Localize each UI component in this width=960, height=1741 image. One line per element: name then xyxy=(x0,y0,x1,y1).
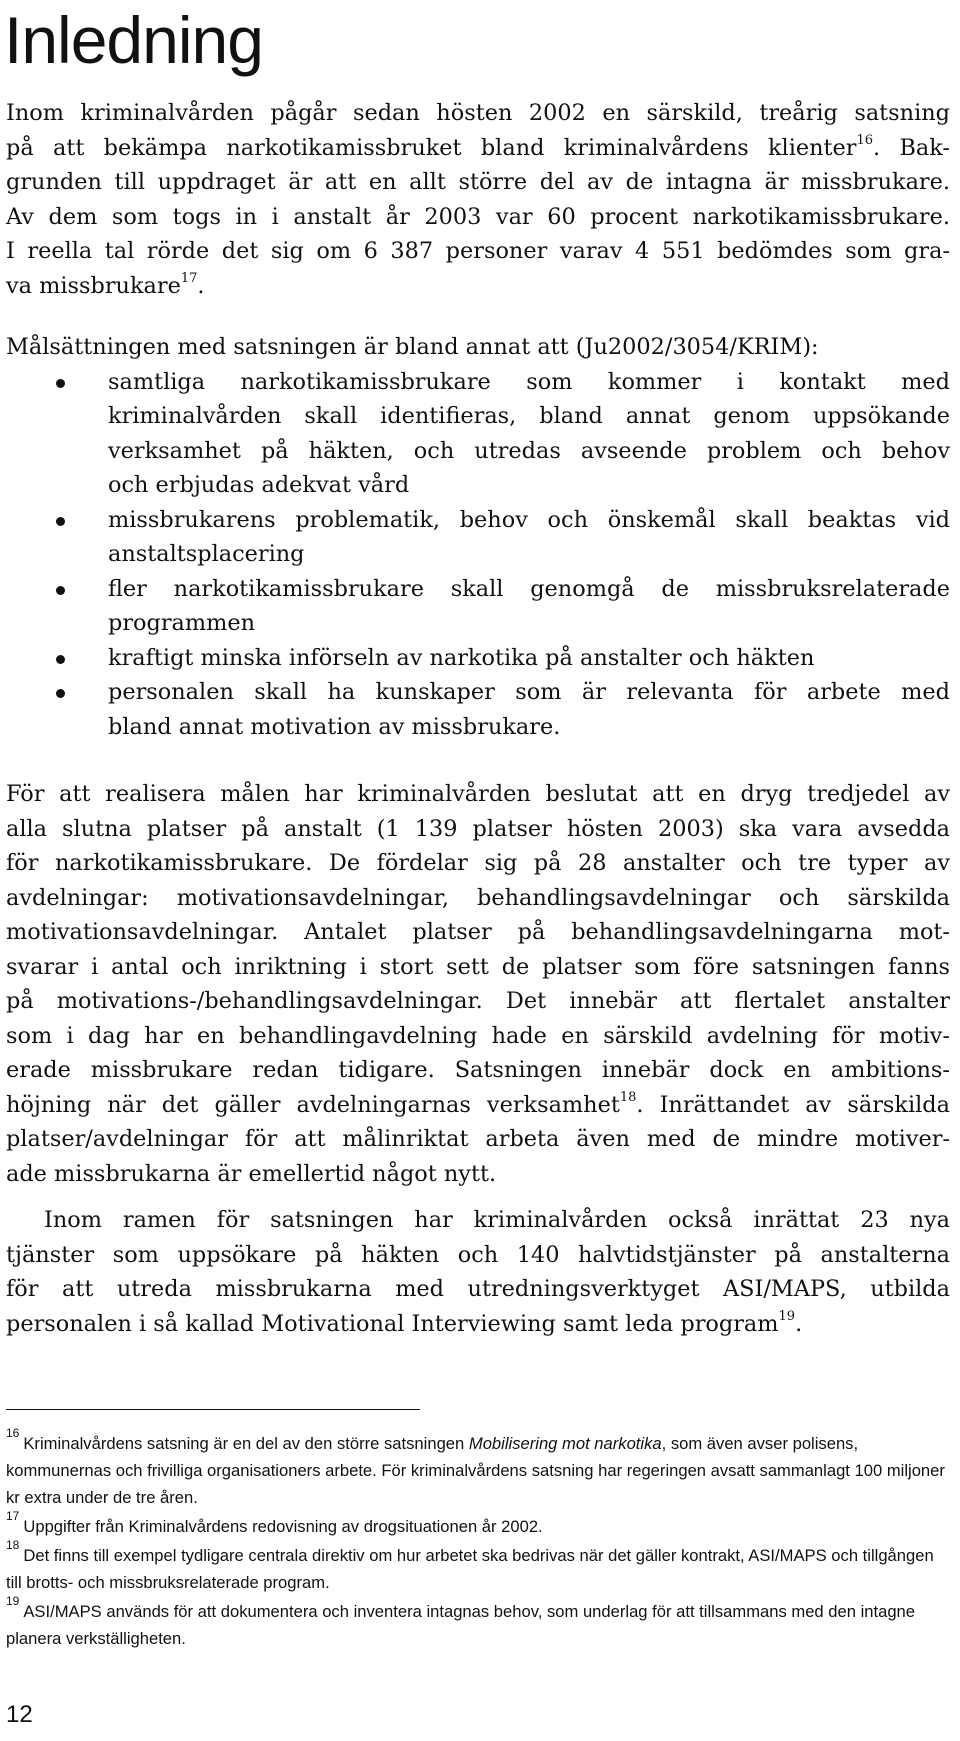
text-fragment: personalen i så kallad Motivational Interviewing samt leda program xyxy=(6,1310,779,1337)
footnote-italic-text: Mobilisering mot narkotika xyxy=(468,1434,662,1453)
text-fragment: på att bekämpa narkotikamissbruket bland kriminalvårdens klienter xyxy=(6,134,857,161)
bullet-icon xyxy=(56,586,65,595)
bullet-icon xyxy=(56,517,65,526)
text-line: avdelningar: motivationsavdelningar, behandlingsavdelningar och särskilda xyxy=(6,884,950,911)
text-line: alla slutna platser på anstalt (1 139 platser hösten 2003) ska vara avsedda xyxy=(6,815,950,842)
footnote-text: Det finns till exempel tydligare centrala direktiv om hur arbetet ska bedrivas när det gäller kontrakt, ASI/MAPS och tillgången till brotts- och missbruksrelaterade program. xyxy=(6,1546,934,1592)
footnotes xyxy=(6,1426,950,1654)
footnote-number: 19 xyxy=(6,1594,20,1609)
text-line: och erbjudas adekvat vård xyxy=(108,472,410,498)
list-item xyxy=(6,572,950,641)
list-item xyxy=(6,365,950,503)
goals-list xyxy=(6,365,950,745)
measures-paragraph xyxy=(6,777,950,1191)
goals-section xyxy=(6,330,950,744)
footnote-ref: 17 xyxy=(180,271,198,287)
footnote-number: 18 xyxy=(6,1538,20,1553)
footnote-17 xyxy=(6,1509,950,1540)
text-line: programmen xyxy=(108,610,256,636)
intro-paragraph xyxy=(6,96,950,303)
text-line: motivationsavdelningar. Antalet platser på behandlingsavdelningarna mot- xyxy=(6,919,950,945)
text-line: Inom ramen för satsningen har kriminalvården också inrättat 23 nya xyxy=(44,1207,950,1233)
text-line: kraftigt minska införseln av narkotika på anstalter och häkten xyxy=(108,644,815,671)
footnote-ref: 16 xyxy=(856,133,874,149)
text-line: för narkotikamissbrukare. De fördelar sig på 28 anstalter och tre typer av xyxy=(6,850,950,876)
text-line xyxy=(6,1088,950,1123)
text-line: anstaltsplacering xyxy=(108,541,305,567)
list-item xyxy=(6,675,950,744)
footnote-text: ASI/MAPS används för att dokumentera och inventera intagnas behov, som underlag för att tillsammans med den intagne planera verkställigheten. xyxy=(6,1602,916,1648)
text-line: bland annat motivation av missbrukare. xyxy=(108,713,561,740)
bullet-icon xyxy=(56,379,65,388)
footnote-ref: 19 xyxy=(778,1309,796,1325)
footnote-19 xyxy=(6,1594,950,1652)
text-line: som i dag har en behandlingavdelning hade en särskild avdelning för motiv- xyxy=(6,1022,950,1049)
footnote-ref: 18 xyxy=(619,1090,637,1106)
text-line: tjänster som uppsökare på häkten och 140 halvtidstjänster på anstalterna xyxy=(6,1241,950,1268)
goals-lead: Målsättningen med satsningen är bland annat att (Ju2002/3054/KRIM): xyxy=(6,334,819,360)
footnote-text: Uppgifter från Kriminalvårdens redovisning av drogsituationen år 2002. xyxy=(23,1517,543,1536)
program-paragraph xyxy=(6,1203,950,1341)
bullet-icon xyxy=(56,689,65,698)
text-line: Av dem som togs in i anstalt år 2003 var 60 procent narkotikamissbrukare. xyxy=(6,203,950,230)
footnote-16 xyxy=(6,1426,950,1511)
text-line: platser/avdelningar för att målinriktat arbeta även med de mindre motiver- xyxy=(6,1126,950,1152)
text-line: samtliga narkotikamissbrukare som kommer i kontakt med xyxy=(108,368,950,395)
footnote-text: Kriminalvårdens satsning är en del av den större satsningen xyxy=(23,1434,469,1453)
text-line xyxy=(6,269,950,304)
text-line: fler narkotikamissbrukare skall genomgå de missbruksrelaterade xyxy=(108,575,950,602)
text-fragment: . xyxy=(197,272,205,299)
text-line: För att realisera målen har kriminalvården beslutat att en dryg tredjedel av xyxy=(6,781,950,807)
text-fragment: va missbrukare xyxy=(6,272,181,299)
text-line: verksamhet på häkten, och utredas avseende problem och behov xyxy=(108,437,950,464)
text-line: I reella tal rörde det sig om 6 387 personer varav 4 551 bedömdes som gra- xyxy=(6,238,950,264)
text-line: svarar i antal och inriktning i stort sett de platser som före satsningen fanns xyxy=(6,953,950,980)
text-line xyxy=(6,1307,950,1342)
footnote-18 xyxy=(6,1538,950,1596)
text-line xyxy=(6,131,950,166)
footnote-text: , som även avser polisens, kommunernas och frivilliga organisationers arbete. För kriminalvårdens satsning har regeringen avsatt sammanlagt 100 miljoner kr extra under de tre åren. xyxy=(6,1434,945,1507)
footnote-number: 17 xyxy=(6,1509,20,1524)
page-number: 12 xyxy=(6,1701,33,1728)
page-heading: Inledning xyxy=(4,3,263,77)
text-line: ade missbrukarna är emellertid något nytt. xyxy=(6,1160,497,1187)
bullet-icon xyxy=(56,655,65,664)
text-line: på motivations-/behandlingsavdelningar. Det innebär att flertalet anstalter xyxy=(6,988,950,1014)
text-line: kriminalvården skall identifieras, bland annat genom uppsökande xyxy=(108,403,950,429)
text-line: Inom kriminalvården pågår sedan hösten 2002 en särskild, treårig satsning xyxy=(6,100,950,126)
text-fragment: . xyxy=(795,1310,803,1337)
list-item xyxy=(6,641,950,676)
text-fragment: . Inrättandet av särskilda xyxy=(636,1091,950,1118)
text-line: personalen skall ha kunskaper som är relevanta för arbete med xyxy=(108,679,950,705)
footnote-number: 16 xyxy=(6,1426,20,1441)
footnote-divider xyxy=(6,1409,420,1410)
text-line: grunden till uppdraget är att en allt större del av de intagna är missbrukare. xyxy=(6,169,950,195)
text-fragment: . Bak- xyxy=(873,134,950,161)
text-line: missbrukarens problematik, behov och önskemål skall beaktas vid xyxy=(108,506,950,533)
text-line: erade missbrukare redan tidigare. Satsningen innebär dock en ambitions- xyxy=(6,1057,950,1083)
text-fragment: höjning när det gäller avdelningarnas verksamhet xyxy=(6,1091,620,1118)
list-item xyxy=(6,503,950,572)
text-line: för att utreda missbrukarna med utredningsverktyget ASI/MAPS, utbilda xyxy=(6,1276,950,1302)
